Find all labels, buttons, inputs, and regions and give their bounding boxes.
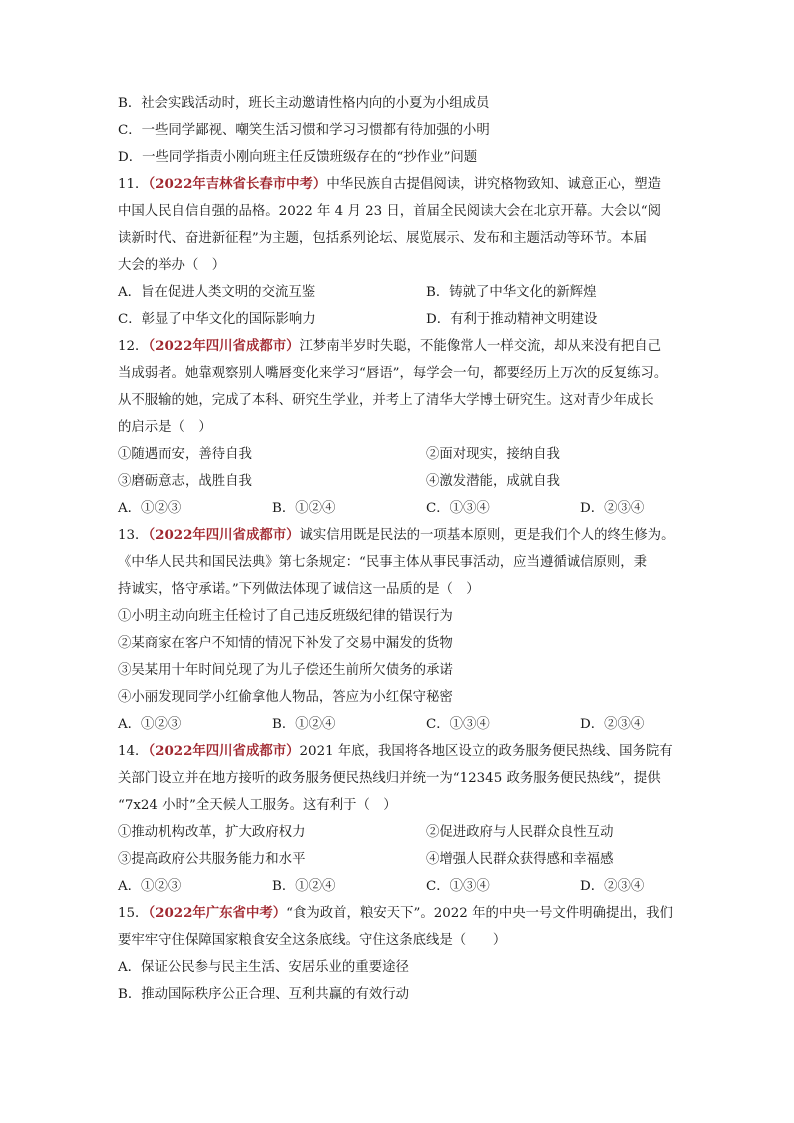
q12-stem-line-3: 从不服输的她，完成了本科、研究生学业，并考上了清华大学博士研究生。这对青少年成长	[118, 393, 654, 408]
q13-item-3: ③吴某用十年时间兑现了为儿子偿还生前所欠债务的承诺	[118, 663, 453, 678]
q14-items-row-1	[118, 819, 678, 846]
q12-stem-text-1: 江梦南半岁时失聪，不能像常人一样交流，却从来没有把自己	[299, 339, 662, 354]
q14-stem-text-1: 2021 年底，我国将各地区设立的政务服务便民热线、国务院有	[299, 744, 673, 759]
q13-stem-line-3: 持诚实，恪守承诺。”下列做法体现了诚信这一品质的是（ ）	[118, 582, 480, 597]
q14-choices-row	[118, 873, 678, 900]
q14-source: （2022年四川省成都市）	[148, 743, 300, 759]
q13-choice-b: B．①②④	[272, 717, 336, 732]
q11-stem-line-1	[118, 171, 678, 198]
exam-page	[118, 90, 678, 1008]
q12-stem-line-1	[118, 333, 678, 360]
q14-choice-d: D．②③④	[580, 879, 645, 894]
q15-option-b: B．推动国际秩序公正合理、互利共赢的有效行动	[118, 987, 410, 1002]
q11-number: 11．	[118, 177, 149, 192]
q12-stem-line-2: 当成弱者。她靠观察别人嘴唇变化来学习“唇语”，每学会一句，都要经历上万次的反复练习。	[118, 366, 668, 381]
q11-option-c: C．彰显了中华文化的国际影响力	[118, 312, 316, 327]
q13-item-2: ②某商家在客户不知情的情况下补发了交易中漏发的货物	[118, 636, 453, 651]
q14-items-row-2	[118, 846, 678, 873]
q12-item-1: ①随遇而安，善待自我	[118, 447, 252, 462]
q12-choice-b: B．①②④	[272, 501, 336, 516]
q12-choice-c: C．①③④	[426, 501, 490, 516]
q14-stem-line-1	[118, 738, 678, 765]
q12-item-3: ③磨砺意志，战胜自我	[118, 474, 252, 489]
q12-stem-line-4: 的启示是（ ）	[118, 420, 212, 435]
q12-items-row-1	[118, 441, 678, 468]
q14-choice-c: C．①③④	[426, 879, 490, 894]
q13-choices-row	[118, 711, 678, 738]
q11-stem-line-2: 中国人民自信自强的品格。2022 年 4 月 23 日，首届全民阅读大会在北京开幕。大会以“阅	[118, 204, 662, 219]
q13-stem-line-1	[118, 522, 678, 549]
q12-source: （2022年四川省成都市）	[148, 338, 300, 354]
q12-items-row-2	[118, 468, 678, 495]
q15-option-a: A．保证公民参与民主生活、安居乐业的重要途径	[118, 960, 409, 975]
q11-source: （2022年吉林省长春市中考）	[148, 176, 327, 192]
q11-options-row-2	[118, 306, 678, 333]
q13-item-1: ①小明主动向班主任检讨了自己违反班级纪律的错误行为	[118, 609, 453, 624]
q13-choice-c: C．①③④	[426, 717, 490, 732]
q15-stem-line-2: 要牢牢守住保障国家粮食安全这条底线。守住这条底线是（ ）	[118, 933, 507, 948]
q14-item-2: ②促进政府与人民群众良性互动	[426, 825, 614, 840]
q10-option-d: D．一些同学指责小刚向班主任反馈班级存在的“抄作业”问题	[118, 150, 478, 165]
q15-source: （2022年广东省中考）	[148, 905, 287, 921]
q12-number: 12．	[118, 339, 149, 354]
q11-option-b: B．铸就了中华文化的新辉煌	[426, 285, 597, 300]
q13-source: （2022年四川省成都市）	[148, 527, 300, 543]
q13-stem-line-2: 《中华人民共和国民法典》第七条规定：“民事主体从事民事活动，应当遵循诚信原则，秉	[118, 555, 648, 570]
q12-choices-row	[118, 495, 678, 522]
q13-stem-text-1: 诚实信用既是民法的一项基本原则，更是我们个人的终生修为。	[299, 528, 675, 543]
q15-number: 15．	[118, 906, 149, 921]
q14-choice-b: B．①②④	[272, 879, 336, 894]
q11-option-a: A．旨在促进人类文明的交流互鉴	[118, 285, 316, 300]
q13-choice-d: D．②③④	[580, 717, 645, 732]
q15-stem-line-1	[118, 900, 678, 927]
q12-choice-d: D．②③④	[580, 501, 645, 516]
q12-item-4: ④激发潜能，成就自我	[426, 474, 560, 489]
q14-number: 14．	[118, 744, 149, 759]
q10-option-c: C．一些同学鄙视、嘲笑生活习惯和学习习惯都有待加强的小明	[118, 123, 490, 138]
q13-choice-a: A．①②③	[118, 717, 182, 732]
q11-option-d: D．有利于推动精神文明建设	[426, 312, 598, 327]
q11-stem-text-1: 中华民族自古提倡阅读，讲究格物致知、诚意正心，塑造	[326, 177, 662, 192]
q11-stem-line-3: 读新时代、奋进新征程”为主题，包括系列论坛、展览展示、发布和主题活动等环节。本届	[118, 231, 648, 246]
q14-stem-line-2: 关部门设立并在地方接听的政务服务便民热线归并统一为“12345 政务服务便民热线”，提供	[118, 771, 661, 786]
q12-choice-a: A．①②③	[118, 501, 182, 516]
q14-item-4: ④增强人民群众获得感和幸福感	[426, 852, 614, 867]
q14-item-3: ③提高政府公共服务能力和水平	[118, 852, 306, 867]
q10-option-b: B．社会实践活动时，班长主动邀请性格内向的小夏为小组成员	[118, 96, 490, 111]
q14-choice-a: A．①②③	[118, 879, 182, 894]
q14-stem-line-3: “7x24 小时”全天候人工服务。这有利于（ ）	[118, 798, 397, 813]
q14-item-1: ①推动机构改革，扩大政府权力	[118, 825, 306, 840]
q11-stem-line-4: 大会的举办（ ）	[118, 258, 226, 273]
q13-item-4: ④小丽发现同学小红偷拿他人物品，答应为小红保守秘密	[118, 690, 453, 705]
q13-number: 13．	[118, 528, 149, 543]
q15-stem-text-1: “食为政首，粮安天下”。2022 年的中央一号文件明确提出，我们	[286, 906, 673, 921]
q11-options-row-1	[118, 279, 678, 306]
q12-item-2: ②面对现实，接纳自我	[426, 447, 560, 462]
